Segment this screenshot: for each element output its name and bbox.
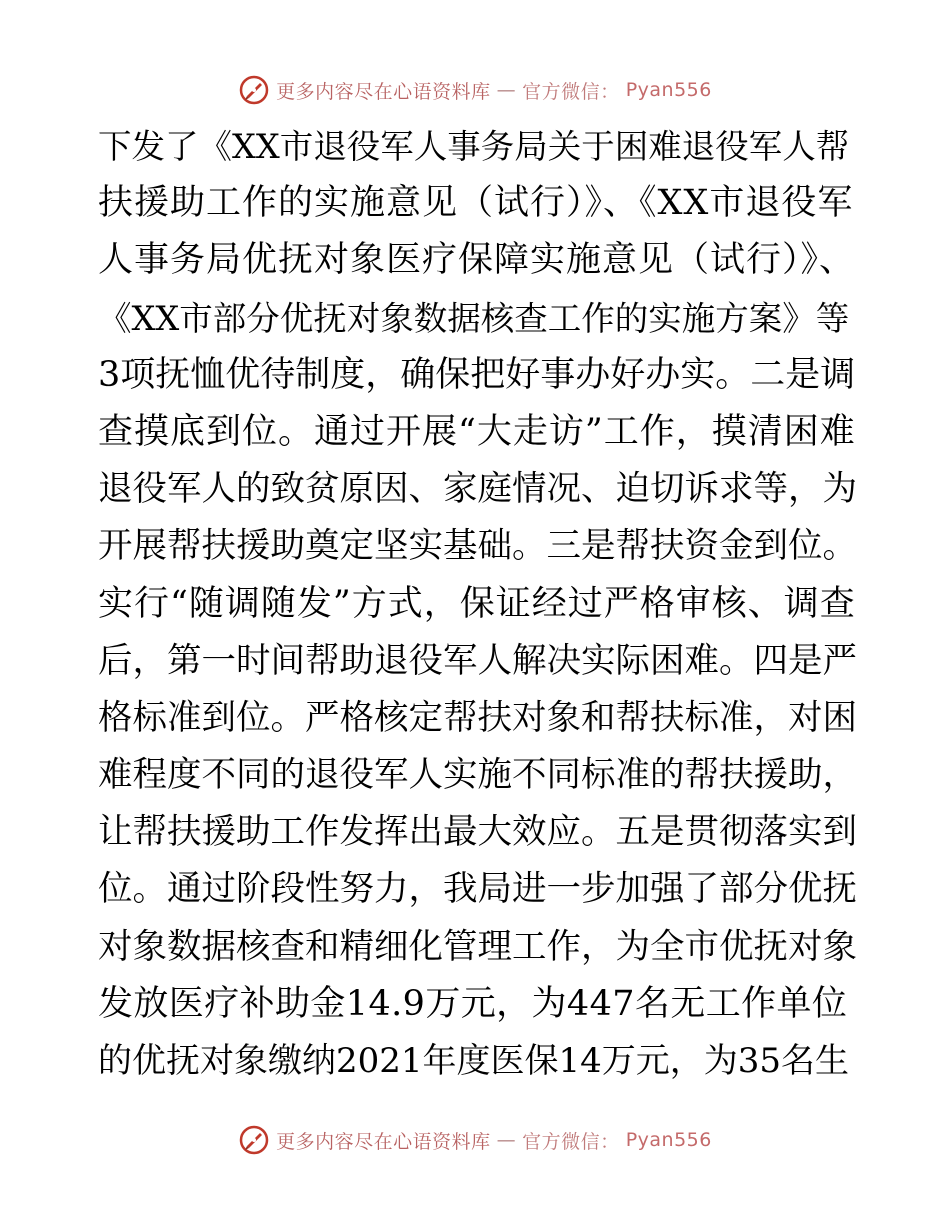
text-line: 后，第一时间帮助退役军人解决实际困难。四是严 [98, 640, 857, 681]
text-line: 下发了《XX市退役军人事务局关于困难退役军人帮 [98, 127, 850, 166]
text-line: 发放医疗补助金14.9万元，为447名无工作单位 [98, 983, 848, 1024]
text-line: 扶援助工作的实施意见（试行）》、《XX市退役军 [98, 183, 854, 224]
watermark-dash: — [496, 79, 517, 101]
text-line: 《XX市部分优抚对象数据核查工作的实施方案》等 [98, 298, 850, 338]
text-line: 实行“随调随发”方式，保证经过严格审核、调查 [98, 583, 856, 624]
watermark-main-text: 更多内容尽在心语资料库 [276, 80, 491, 103]
text-line: 人事务局优抚对象医疗保障实施意见（试行）》、 [98, 240, 856, 281]
watermark-handle: Pyan556 [625, 79, 712, 101]
quill-logo-icon [238, 74, 270, 106]
body-paragraph [98, 118, 858, 1090]
footer-watermark [0, 1122, 950, 1158]
text-line: 对象数据核查和精细化管理工作，为全市优抚对象 [98, 926, 857, 967]
text-line: 位。通过阶段性努力，我局进一步加强了部分优抚 [98, 869, 857, 910]
text-line: 难程度不同的退役军人实施不同标准的帮扶援助， [98, 755, 857, 796]
watermark-handle: Pyan556 [625, 1129, 712, 1151]
text-line: 3项抚恤优待制度，确保把好事办好办实。二是调 [98, 354, 856, 395]
text-line: 格标准到位。严格核定帮扶对象和帮扶标准，对困 [98, 697, 857, 738]
text-line: 退役军人的致贫原因、家庭情况、迫切诉求等，为 [98, 469, 857, 510]
watermark-dash: — [496, 1129, 517, 1151]
watermark-contact-label: 官方微信： [522, 1130, 620, 1153]
header-watermark [0, 72, 950, 108]
watermark-main-text: 更多内容尽在心语资料库 [276, 1130, 491, 1153]
text-line: 让帮扶援助工作发挥出最大效应。五是贯彻落实到 [98, 812, 857, 853]
text-line: 的优抚对象缴纳2021年度医保14万元，为35名生 [98, 1041, 850, 1081]
text-line: 开展帮扶援助奠定坚实基础。三是帮扶资金到位。 [98, 526, 857, 567]
watermark-contact-label: 官方微信： [522, 80, 620, 103]
text-line: 查摸底到位。通过开展“大走访”工作，摸清困难 [98, 411, 856, 452]
quill-logo-icon [238, 1124, 270, 1156]
